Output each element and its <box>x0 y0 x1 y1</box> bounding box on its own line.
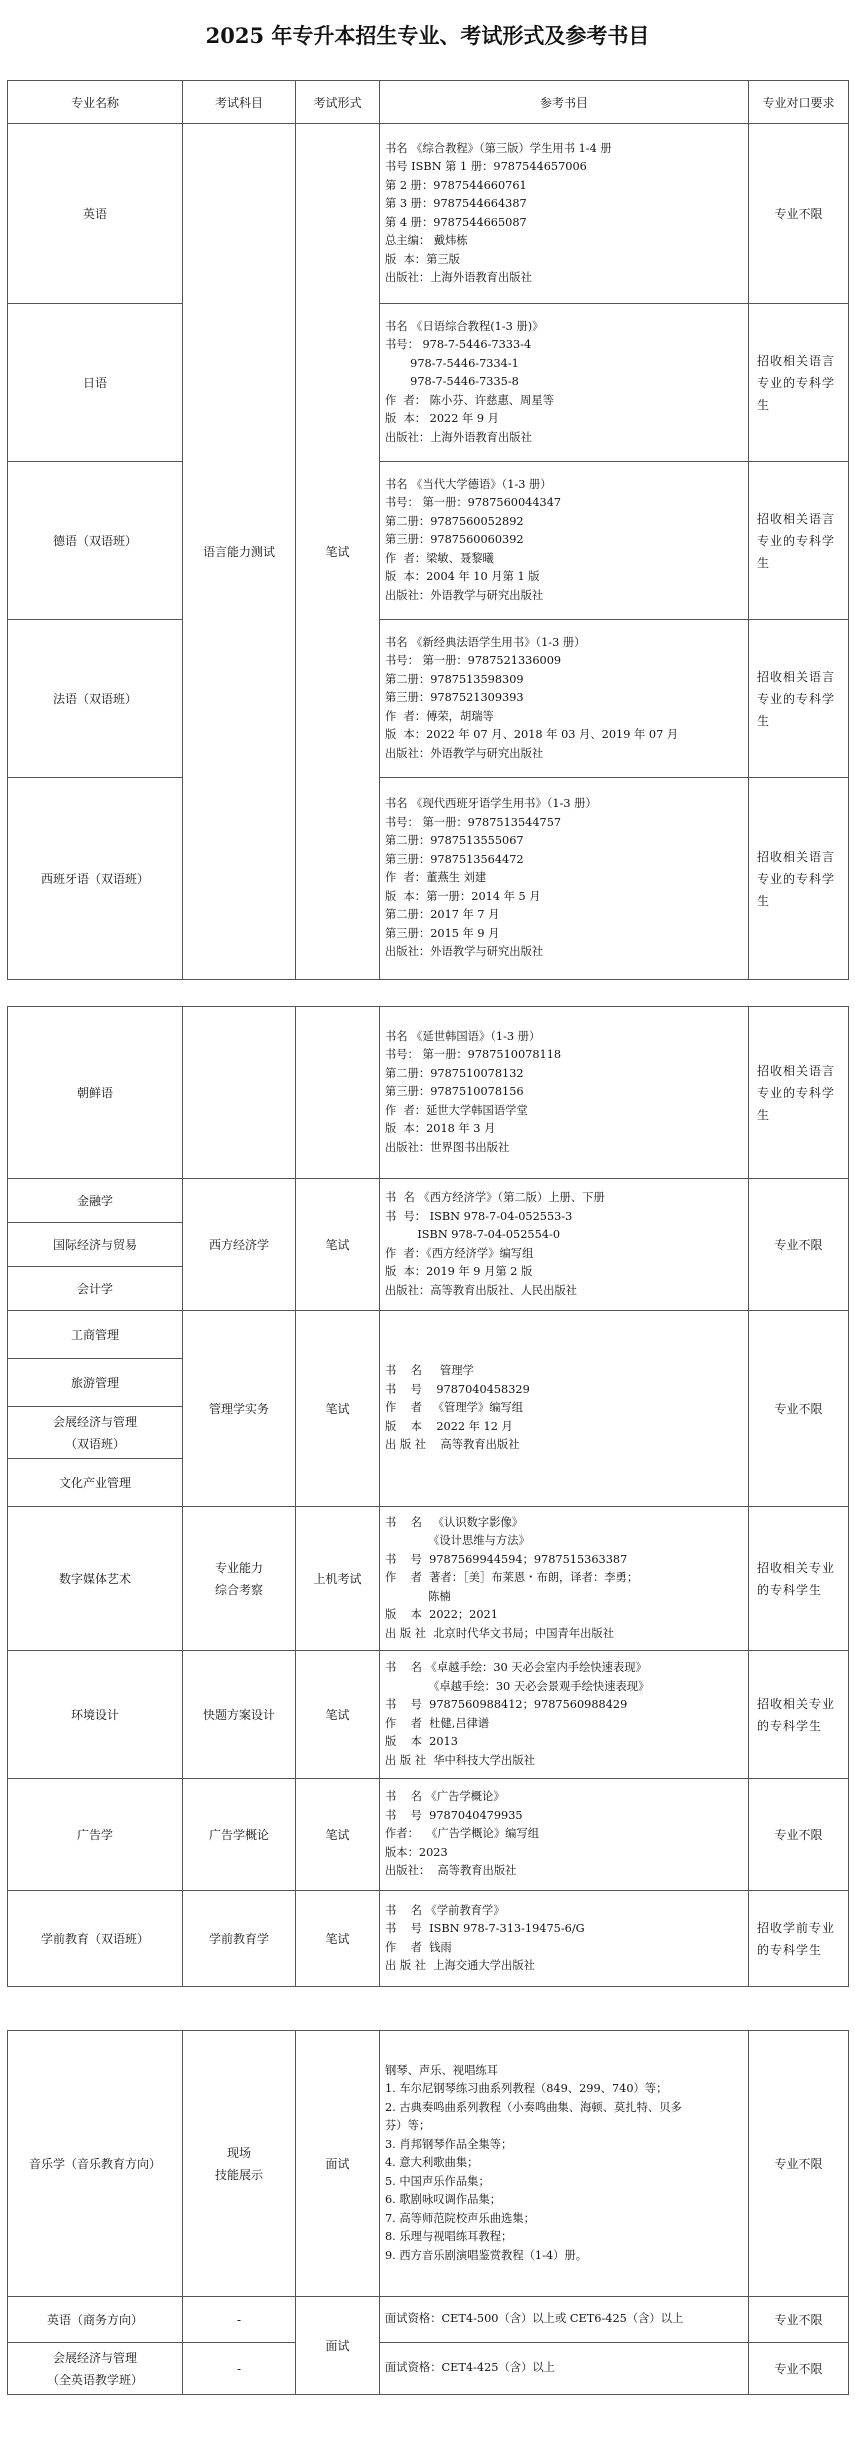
table-row <box>8 620 849 778</box>
header-row <box>8 81 849 124</box>
requirement-cell: 专业不限 <box>749 1779 849 1891</box>
reference-cell: 书 名 管理学 书 号 9787040458329 作 者 《管理学》编写组 版 本 2022 年 12 月 出 版 社 高等教育出版社 <box>380 1311 749 1507</box>
form-cell: 笔试 <box>296 1779 380 1891</box>
reference-cell: 书 名 《认识数字影像》 《设计思维与方法》 书 号 9787569944594；9787515363387 作 者 著者：［美］布莱恩・布朗，译者：李勇； 陈楠 版 本 2022；2021 出 版 社 北京时代华文书局；中国青年出版社 <box>380 1507 749 1651</box>
table-row <box>8 778 849 980</box>
requirement-cell: 招收相关专业的专科学生 <box>749 1507 849 1651</box>
major-cell: 英语（商务方向） <box>8 2297 183 2343</box>
requirement-cell: 招收相关语言专业的专科学生 <box>749 778 849 980</box>
table-row <box>8 2297 849 2343</box>
major-cell: 旅游管理 <box>8 1359 183 1407</box>
form-cell <box>296 1007 380 1179</box>
subject-cell: 管理学实务 <box>183 1311 296 1507</box>
reference-cell: 书 名 《学前教育学》 书 号 ISBN 978-7-313-19475-6/G 作 者 钱雨 出 版 社 上海交通大学出版社 <box>380 1891 749 1987</box>
major-cell: 朝鲜语 <box>8 1007 183 1179</box>
major-cell: 会计学 <box>8 1267 183 1311</box>
reference-cell: 书名 《综合教程》（第三版）学生用书 1-4 册 书号 ISBN 第 1 册：9787544657006 第 2 册：9787544660761 第 3 册：9787544664387 第 4 册：9787544665087 总主编： 戴炜栋 版 本：第三版 出版社：上海外语教育出版社 <box>380 124 749 304</box>
header-subject: 考试科目 <box>183 81 296 124</box>
form-cell: 笔试 <box>296 1891 380 1987</box>
table-row <box>8 304 849 462</box>
requirement-cell: 招收相关语言专业的专科学生 <box>749 620 849 778</box>
reference-cell: 面试资格：CET4-500（含）以上或 CET6-425（含）以上 <box>380 2297 749 2343</box>
subject-cell: 西方经济学 <box>183 1179 296 1311</box>
requirement-cell: 招收学前专业的专科学生 <box>749 1891 849 1987</box>
table-row <box>8 2031 849 2297</box>
major-cell: 学前教育（双语班） <box>8 1891 183 1987</box>
subject-cell: - <box>183 2343 296 2395</box>
requirement-cell: 招收相关专业的专科学生 <box>749 1651 849 1779</box>
table-row <box>8 1311 849 1359</box>
table-interview <box>7 2030 849 2395</box>
table-language <box>7 80 849 980</box>
form-cell: 笔试 <box>296 124 380 980</box>
major-cell: 国际经济与贸易 <box>8 1223 183 1267</box>
table-general <box>7 1006 849 1987</box>
subject-cell: 现场 技能展示 <box>183 2031 296 2297</box>
form-cell: 上机考试 <box>296 1507 380 1651</box>
reference-cell: 面试资格：CET4-425（含）以上 <box>380 2343 749 2395</box>
header-requirement: 专业对口要求 <box>749 81 849 124</box>
form-cell: 笔试 <box>296 1651 380 1779</box>
requirement-cell: 专业不限 <box>749 2297 849 2343</box>
table-row <box>8 1779 849 1891</box>
requirement-cell: 招收相关语言专业的专科学生 <box>749 304 849 462</box>
form-cell: 笔试 <box>296 1179 380 1311</box>
header-form: 考试形式 <box>296 81 380 124</box>
header-major: 专业名称 <box>8 81 183 124</box>
form-cell: 面试 <box>296 2297 380 2395</box>
table-row <box>8 1651 849 1779</box>
form-cell: 笔试 <box>296 1311 380 1507</box>
reference-cell: 书 名 《卓越手绘：30 天必会室内手绘快速表现》 《卓越手绘：30 天必会景观手绘快速表现》 书 号 9787560988412；9787560988429 作 者 杜健,吕律谱 版 本 2013 出 版 社 华中科技大学出版社 <box>380 1651 749 1779</box>
major-cell: 会展经济与管理 （全英语教学班） <box>8 2343 183 2395</box>
form-cell: 面试 <box>296 2031 380 2297</box>
header-reference: 参考书目 <box>380 81 749 124</box>
subject-cell: - <box>183 2297 296 2343</box>
major-cell: 数字媒体艺术 <box>8 1507 183 1651</box>
major-cell: 英语 <box>8 124 183 304</box>
major-cell: 工商管理 <box>8 1311 183 1359</box>
reference-cell: 书名 《当代大学德语》（1-3 册） 书号： 第一册：9787560044347 第二册：9787560052892 第三册：9787560060392 作 者：梁敏、聂黎曦 版 本：2004 年 10 月第 1 版 出版社：外语教学与研究出版社 <box>380 462 749 620</box>
requirement-cell: 专业不限 <box>749 1311 849 1507</box>
reference-cell: 书名 《现代西班牙语学生用书》（1-3 册） 书号： 第一册：9787513544757 第二册：9787513555067 第三册：9787513564472 作 者：董燕生 刘建 版 本：第一册：2014 年 5 月 第二册：2017 年 7 月 第三册：2015 年 9 月 出版社：外语教学与研究出版社 <box>380 778 749 980</box>
major-cell: 法语（双语班） <box>8 620 183 778</box>
reference-cell: 书 名 《广告学概论》 书 号 9787040479935 作者： 《广告学概论》编写组 版本：2023 出版社： 高等教育出版社 <box>380 1779 749 1891</box>
major-cell: 金融学 <box>8 1179 183 1223</box>
subject-cell: 专业能力 综合考察 <box>183 1507 296 1651</box>
subject-cell: 语言能力测试 <box>183 124 296 980</box>
page-title: 2025 年专升本招生专业、考试形式及参考书目 <box>205 23 650 48</box>
major-cell: 文化产业管理 <box>8 1459 183 1507</box>
major-cell: 西班牙语（双语班） <box>8 778 183 980</box>
requirement-cell: 招收相关语言专业的专科学生 <box>749 462 849 620</box>
table-row <box>8 1179 849 1223</box>
requirement-cell: 专业不限 <box>749 1179 849 1311</box>
subject-cell <box>183 1007 296 1179</box>
table-row <box>8 1891 849 1987</box>
reference-cell: 钢琴、声乐、视唱练耳 1. 车尔尼钢琴练习曲系列教程（849、299、740）等； 2. 古典奏鸣曲系列教程（小奏鸣曲集、海顿、莫扎特、贝多 芬）等； 3. 肖邦钢琴作品全集等； 4. 意大利歌曲集； 5. 中国声乐作品集； 6. 歌剧咏叹调作品集； 7. 高等师范院校声乐曲选集； 8. 乐理与视唱练耳教程； 9. 西方音乐剧演唱鉴赏教程（1-4）册。 <box>380 2031 749 2297</box>
reference-cell: 书名 《新经典法语学生用书》（1-3 册） 书号： 第一册：9787521336009 第二册：9787513598309 第三册：9787521309393 作 者：傅荣，胡瑞等 版 本：2022 年 07 月、2018 年 03 月、2019 年 07 月 出版社：外语教学与研究出版社 <box>380 620 749 778</box>
major-cell: 广告学 <box>8 1779 183 1891</box>
subject-cell: 快题方案设计 <box>183 1651 296 1779</box>
major-cell: 音乐学（音乐教育方向） <box>8 2031 183 2297</box>
requirement-cell: 招收相关语言专业的专科学生 <box>749 1007 849 1179</box>
reference-cell: 书名 《日语综合教程(1-3 册)》 书号： 978-7-5446-7333-4 978-7-5446-7334-1 978-7-5446-7335-8 作 者： 陈小芬、许慈惠、周星等 版 本： 2022 年 9 月 出版社：上海外语教育出版社 <box>380 304 749 462</box>
major-cell: 会展经济与管理 （双语班） <box>8 1407 183 1459</box>
major-cell: 环境设计 <box>8 1651 183 1779</box>
table-row <box>8 124 849 304</box>
requirement-cell: 专业不限 <box>749 2031 849 2297</box>
reference-cell: 书 名 《西方经济学》（第二版）上册、下册 书 号： ISBN 978-7-04-052553-3 ISBN 978-7-04-052554-0 作 者：《西方经济学》编写组 版 本：2019 年 9 月第 2 版 出版社：高等教育出版社、人民出版社 <box>380 1179 749 1311</box>
subject-cell: 广告学概论 <box>183 1779 296 1891</box>
major-cell: 德语（双语班） <box>8 462 183 620</box>
requirement-cell: 专业不限 <box>749 2343 849 2395</box>
table-row <box>8 2343 849 2395</box>
major-cell: 日语 <box>8 304 183 462</box>
table-row <box>8 1507 849 1651</box>
reference-cell: 书名 《延世韩国语》（1-3 册） 书号： 第一册：9787510078118 第二册：9787510078132 第三册：9787510078156 作 者：延世大学韩国语学堂 版 本：2018 年 3 月 出版社：世界图书出版社 <box>380 1007 749 1179</box>
table-row <box>8 462 849 620</box>
table-row <box>8 1007 849 1179</box>
requirement-cell: 专业不限 <box>749 124 849 304</box>
subject-cell: 学前教育学 <box>183 1891 296 1987</box>
